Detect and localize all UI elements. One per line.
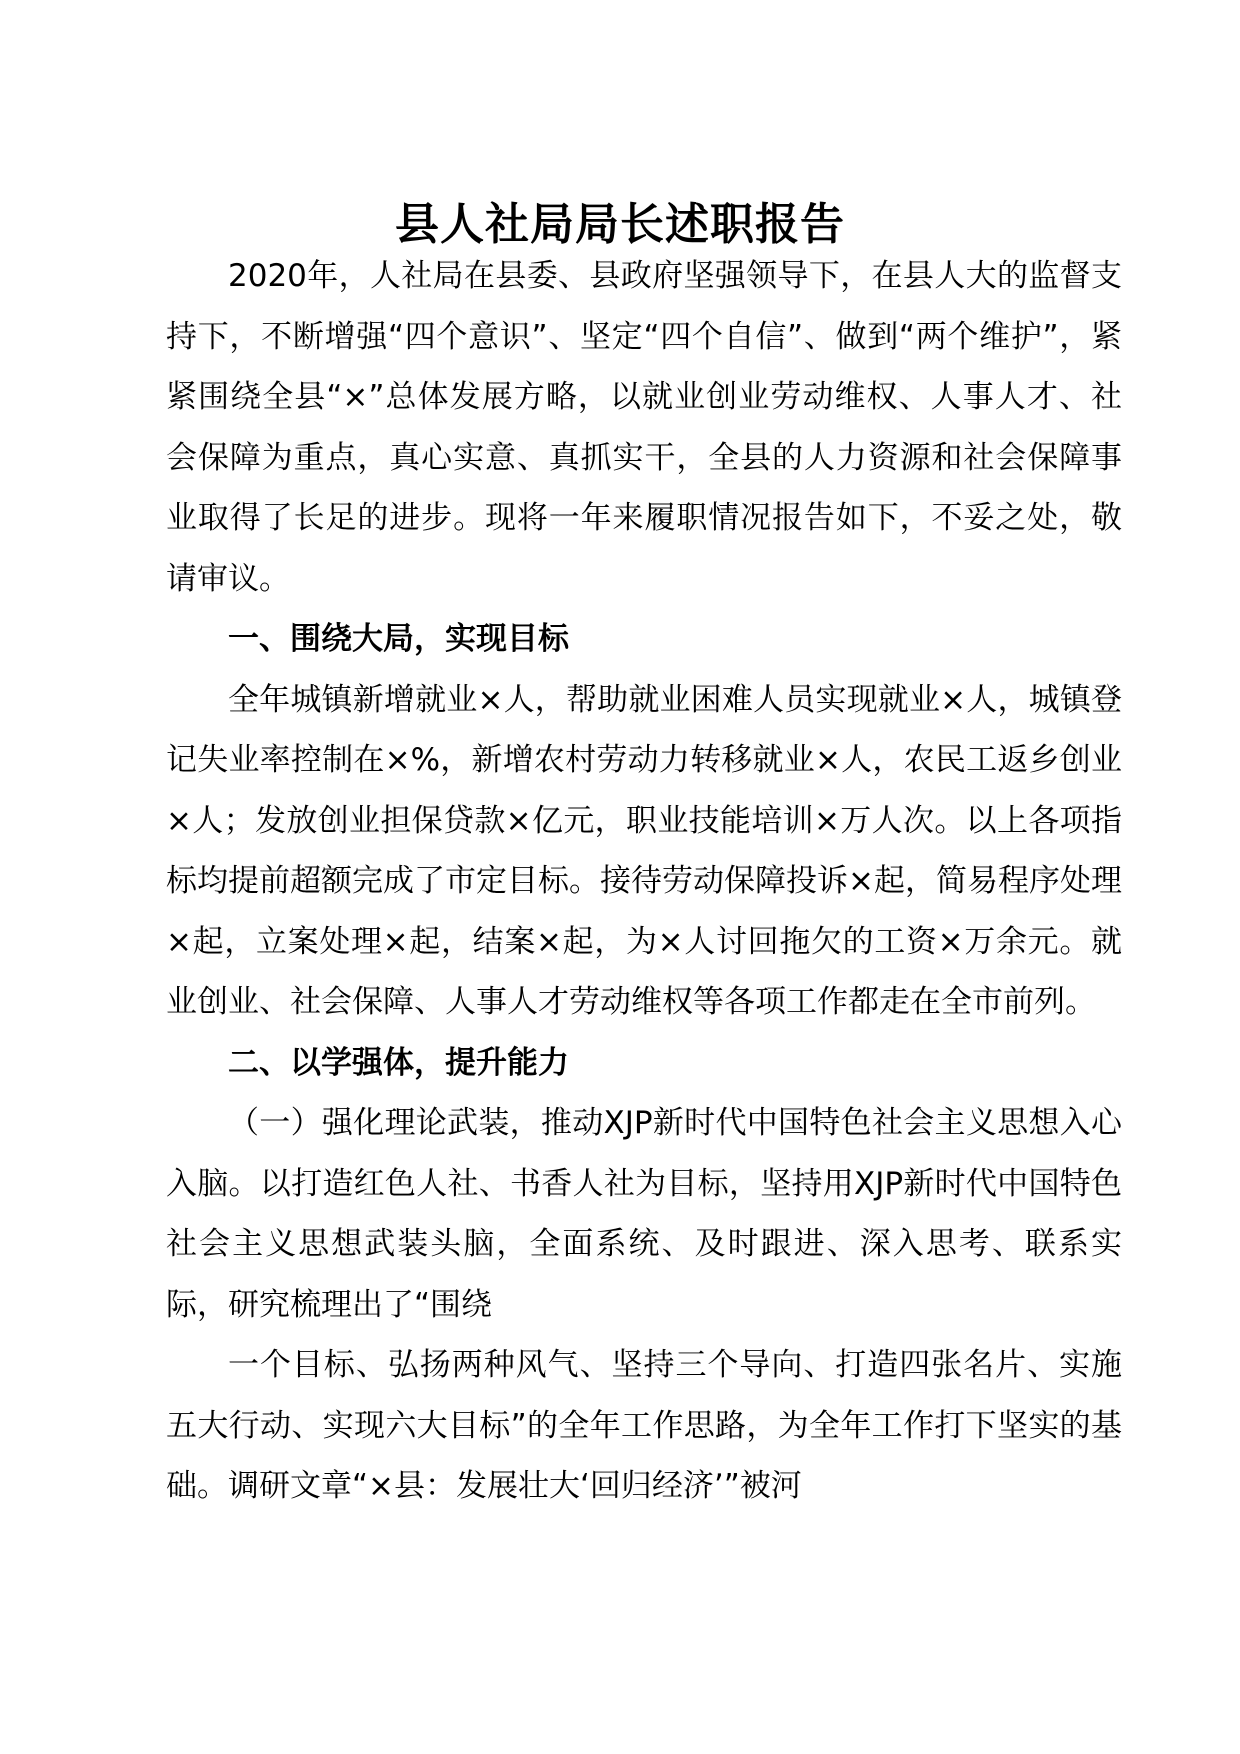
document-body (166, 246, 1122, 1517)
document-title: 县人社局局长述职报告 (395, 199, 845, 251)
section-2-paragraph-2: 一个目标、弘扬两种风气、坚持三个导向、打造四张名片、实施五大行动、实现六大目标”的全年工作思路，为全年工作打下坚实的基础。调研文章“×县：发展壮大‘回归经济’”被河 (166, 1347, 1122, 1504)
section-heading-1: 一、围绕大局，实现目标 (228, 621, 569, 657)
section-heading-2: 二、以学强体，提升能力 (228, 1044, 569, 1081)
section-1-paragraph: 全年城镇新增就业×人，帮助就业困难人员实现就业×人，城镇登记失业率控制在×%，新增农村劳动力转移就业×人，农民工返乡创业×人；发放创业担保贷款×亿元，职业技能培训×万人次。以上各项指标均提前超额完成了市定目标。接待劳动保障投诉×起，简易程序处理×起，立案处理×起，结案×起，为×人讨回拖欠的工资×万余元。就业创业、社会保障、人事人才劳动维权等各项工作都走在全市前列。 (166, 681, 1122, 1020)
intro-paragraph: 2020年，人社局在县委、县政府坚强领导下，在县人大的监督支持下，不断增强“四个意识”、坚定“四个自信”、做到“两个维护”，紧紧围绕全县“×”总体发展方略，以就业创业劳动维权、人事人才、社会保障为重点，真心实意、真抓实干，全县的人力资源和社会保障事业取得了长足的进步。现将一年来履职情况报告如下，不妥之处，敬请审议。 (166, 258, 1122, 597)
section-2-paragraph-1: （一）强化理论武装，推动XJP新时代中国特色社会主义思想入心入脑。以打造红色人社、书香人社为目标，坚持用XJP新时代中国特色社会主义思想武装头脑，全面系统、及时跟进、深入思考、联系实际，研究梳理出了“围绕 (166, 1105, 1122, 1323)
